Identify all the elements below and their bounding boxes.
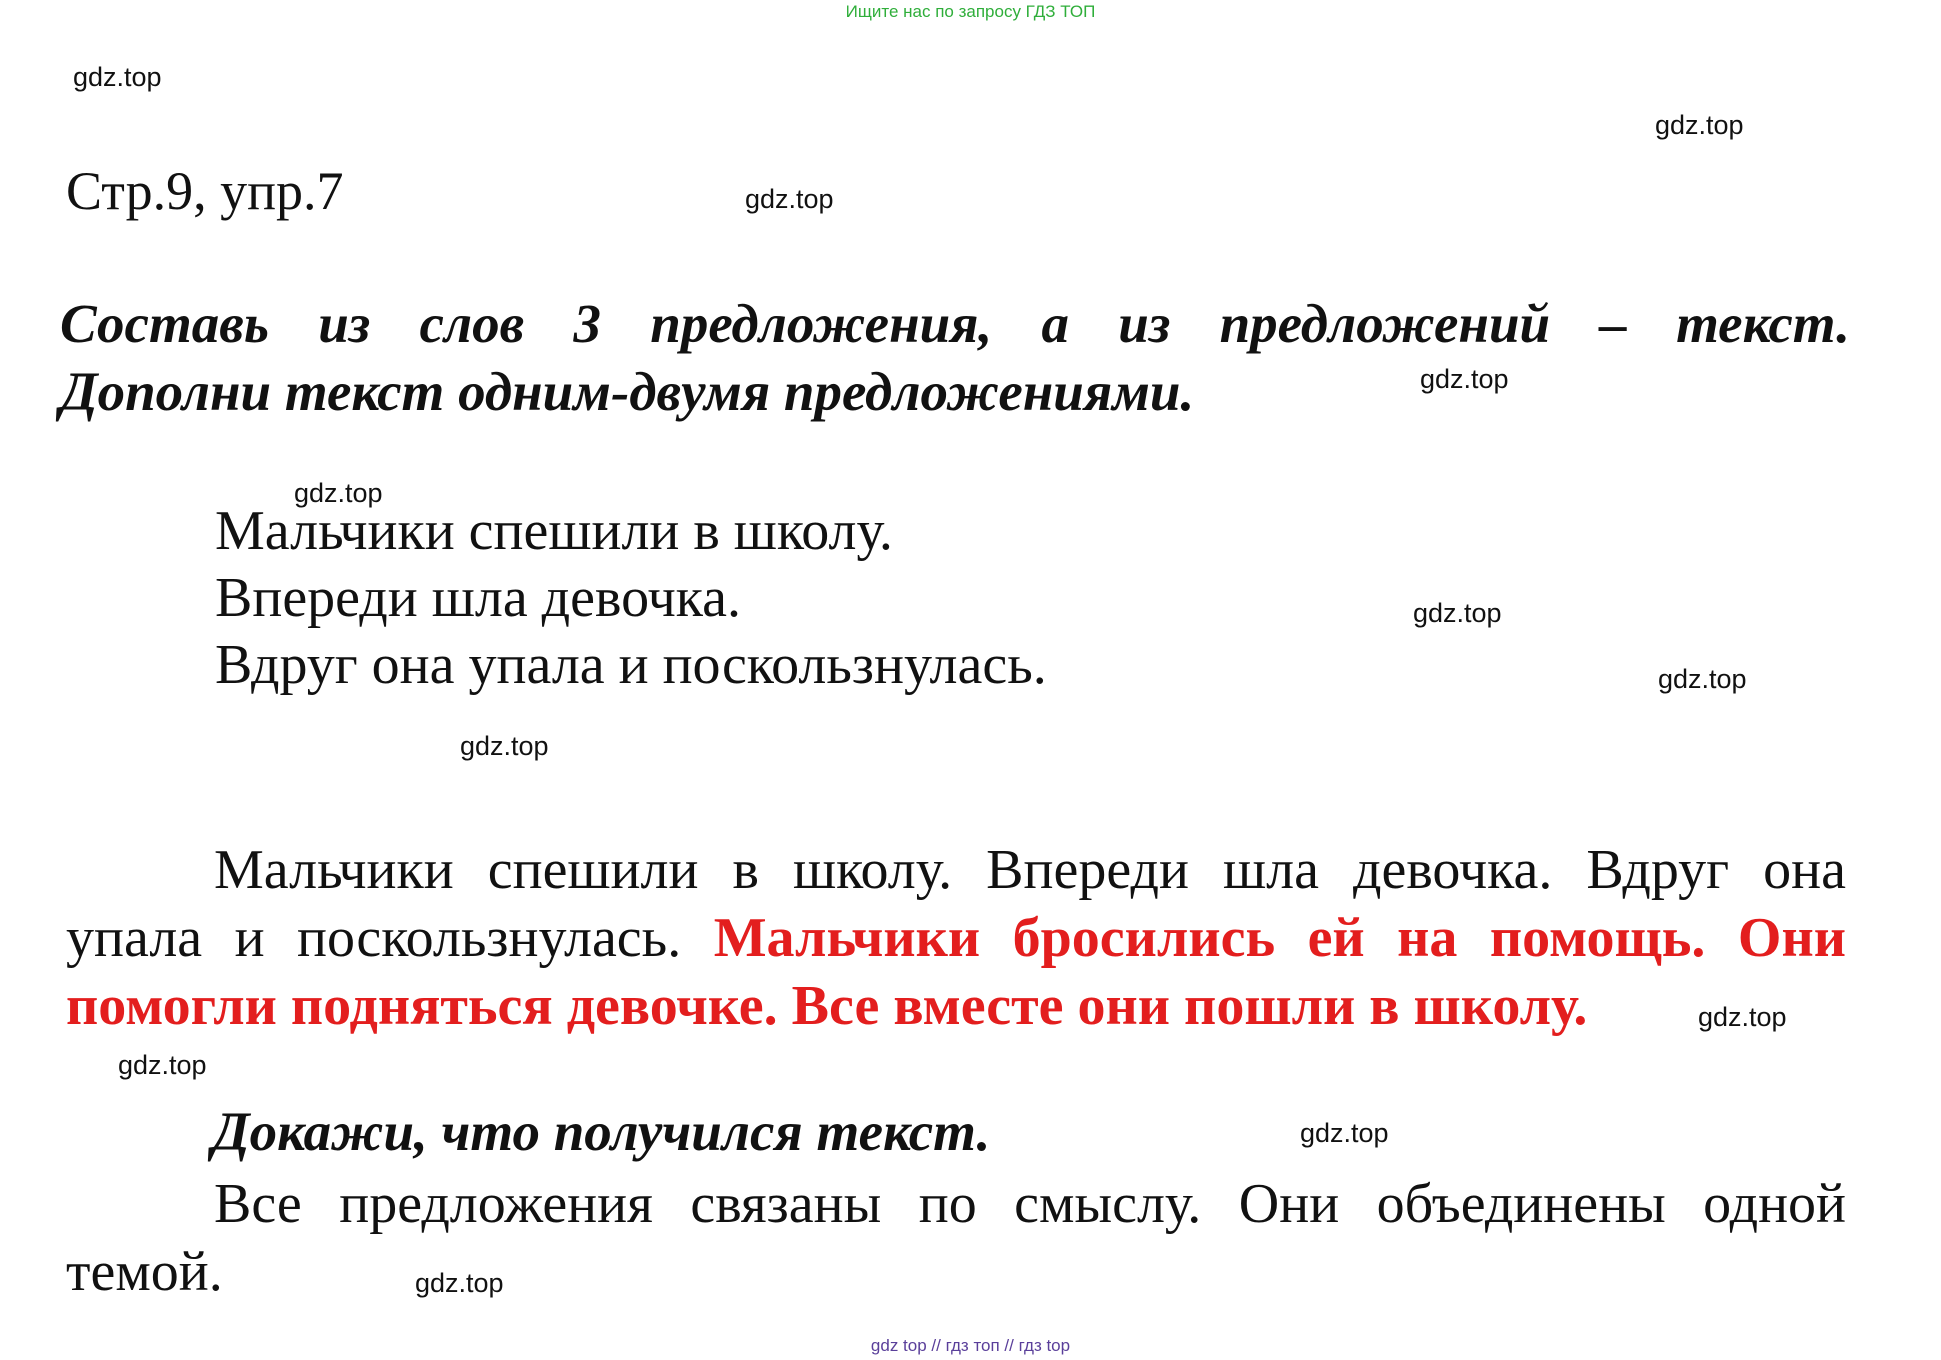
watermark: gdz.top — [118, 1050, 207, 1080]
answer-line-1: Все предложения связаны по смыслу. Они объединены одной — [214, 1173, 1846, 1235]
added-sentence: Мальчики бросились ей на помощь. Они — [713, 907, 1846, 969]
watermark: gdz.top — [73, 62, 162, 92]
watermark: gdz.top — [1655, 110, 1744, 140]
page-title: Стр.9, упр.7 — [66, 161, 344, 221]
answer-line-2: темой. — [66, 1241, 223, 1303]
watermark: gdz.top — [1658, 664, 1747, 694]
top-banner: Ищите нас по запросу ГДЗ ТОП — [845, 2, 1096, 21]
watermark: gdz.top — [415, 1268, 504, 1298]
watermark: gdz.top — [1300, 1118, 1389, 1148]
watermark: gdz.top — [460, 731, 549, 761]
text-line-1: Мальчики спешили в школу. Впереди шла девочка. Вдруг она — [214, 839, 1846, 901]
watermark: gdz.top — [1698, 1002, 1787, 1032]
task-instructions — [60, 290, 1850, 426]
answer-text — [66, 1170, 1846, 1306]
sentence-1: Мальчики спешили в школу. — [215, 500, 893, 562]
text-line-3-red: помогли подняться девочке. Все вместе они пошли в школу. — [66, 975, 1588, 1037]
watermark: gdz.top — [1420, 364, 1509, 394]
text-line-2-black: упала и поскользнулась. — [66, 907, 714, 969]
bottom-banner: gdz top // гдз топ // гдз top — [870, 1336, 1071, 1355]
sentence-2: Впереди шла девочка. — [215, 567, 742, 629]
text-line-2 — [66, 904, 1846, 972]
prove-heading: Докажи, что получился текст. — [212, 1101, 991, 1162]
task-line-2: Дополни текст одним-двумя предложениями. — [60, 361, 1195, 422]
watermark: gdz.top — [745, 184, 834, 214]
watermark: gdz.top — [1413, 598, 1502, 628]
composed-text — [66, 836, 1846, 1040]
task-line-1: Составь из слов 3 предложения, а из предложений – текст. — [60, 293, 1850, 354]
sentence-3: Вдруг она упала и поскользнулась. — [215, 634, 1047, 696]
watermark: gdz.top — [294, 478, 383, 508]
